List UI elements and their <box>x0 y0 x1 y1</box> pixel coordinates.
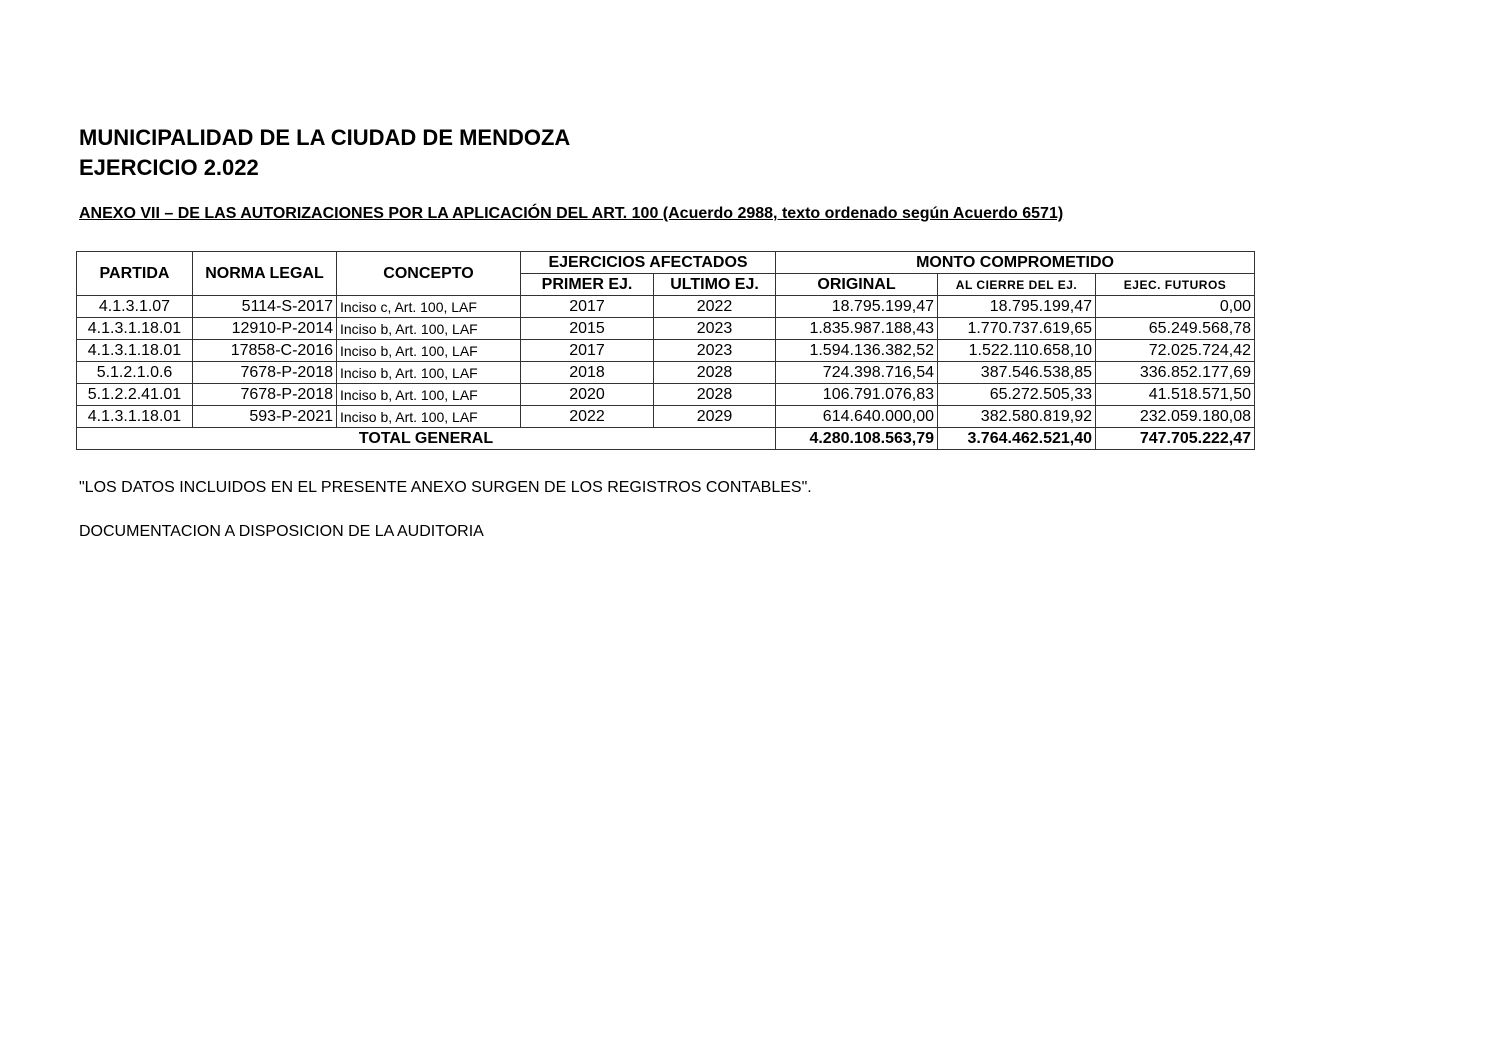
cell-futuros: 65.249.568,78 <box>1096 318 1255 340</box>
cell-cierre: 382.580.819,92 <box>938 406 1096 428</box>
cell-ultimo: 2029 <box>654 406 776 428</box>
cell-norma: 5114-S-2017 <box>193 296 337 318</box>
source-note: "LOS DATOS INCLUIDOS EN EL PRESENTE ANEXO SURGEN DE LOS REGISTROS CONTABLES". <box>79 479 812 496</box>
cell-concepto: Inciso b, Art. 100, LAF <box>337 340 521 362</box>
cell-cierre: 18.795.199,47 <box>938 296 1096 318</box>
table-row <box>77 318 1255 340</box>
annex-heading: ANEXO VII – DE LAS AUTORIZACIONES POR LA APLICACIÓN DEL ART. 100 (Acuerdo 2988, texto ordenado según Acuerdo 6571) <box>79 205 1064 222</box>
cell-ultimo: 2028 <box>654 384 776 406</box>
cell-original: 614.640.000,00 <box>776 406 938 428</box>
cell-ultimo: 2023 <box>654 318 776 340</box>
cell-original: 106.791.076,83 <box>776 384 938 406</box>
cell-cierre: 1.770.737.619,65 <box>938 318 1096 340</box>
header-original: ORIGINAL <box>776 274 938 296</box>
header-concepto: CONCEPTO <box>337 252 521 296</box>
header-monto-comprometido: MONTO COMPROMETIDO <box>776 252 1255 274</box>
cell-concepto: Inciso b, Art. 100, LAF <box>337 384 521 406</box>
cell-original: 1.835.987.188,43 <box>776 318 938 340</box>
cell-norma: 593-P-2021 <box>193 406 337 428</box>
cell-partida: 4.1.3.1.18.01 <box>77 318 193 340</box>
cell-original: 18.795.199,47 <box>776 296 938 318</box>
cell-primer: 2018 <box>521 362 654 384</box>
header-primer-ej: PRIMER EJ. <box>521 274 654 296</box>
table-header-row <box>77 252 1255 274</box>
audit-note: DOCUMENTACION A DISPOSICION DE LA AUDITORIA <box>79 523 484 540</box>
table-row <box>77 296 1255 318</box>
cell-futuros: 232.059.180,08 <box>1096 406 1255 428</box>
cell-partida: 4.1.3.1.07 <box>77 296 193 318</box>
cell-original: 724.398.716,54 <box>776 362 938 384</box>
cell-partida: 5.1.2.1.0.6 <box>77 362 193 384</box>
cell-futuros: 72.025.724,42 <box>1096 340 1255 362</box>
cell-cierre: 1.522.110.658,10 <box>938 340 1096 362</box>
header-norma-legal: NORMA LEGAL <box>193 252 337 296</box>
table-row <box>77 362 1255 384</box>
table-row <box>77 340 1255 362</box>
cell-primer: 2015 <box>521 318 654 340</box>
header-ejec-futuros: EJEC. FUTUROS <box>1096 274 1255 296</box>
total-row <box>77 428 1255 450</box>
cell-norma: 7678-P-2018 <box>193 384 337 406</box>
header-partida: PARTIDA <box>77 252 193 296</box>
authorizations-table <box>76 251 1255 450</box>
cell-partida: 5.1.2.2.41.01 <box>77 384 193 406</box>
header-ultimo-ej: ULTIMO EJ. <box>654 274 776 296</box>
cell-primer: 2017 <box>521 296 654 318</box>
cell-futuros: 336.852.177,69 <box>1096 362 1255 384</box>
header-al-cierre: AL CIERRE DEL EJ. <box>938 274 1096 296</box>
cell-ultimo: 2022 <box>654 296 776 318</box>
cell-norma: 12910-P-2014 <box>193 318 337 340</box>
table-row <box>77 406 1255 428</box>
table-row <box>77 384 1255 406</box>
cell-ultimo: 2023 <box>654 340 776 362</box>
cell-futuros: 41.518.571,50 <box>1096 384 1255 406</box>
cell-norma: 7678-P-2018 <box>193 362 337 384</box>
cell-primer: 2017 <box>521 340 654 362</box>
cell-concepto: Inciso b, Art. 100, LAF <box>337 362 521 384</box>
cell-concepto: Inciso c, Art. 100, LAF <box>337 296 521 318</box>
cell-partida: 4.1.3.1.18.01 <box>77 406 193 428</box>
total-original: 4.280.108.563,79 <box>776 428 938 450</box>
cell-original: 1.594.136.382,52 <box>776 340 938 362</box>
cell-cierre: 387.546.538,85 <box>938 362 1096 384</box>
fiscal-year-title: EJERCICIO 2.022 <box>79 155 259 180</box>
cell-partida: 4.1.3.1.18.01 <box>77 340 193 362</box>
total-cierre: 3.764.462.521,40 <box>938 428 1096 450</box>
cell-cierre: 65.272.505,33 <box>938 384 1096 406</box>
municipality-title: MUNICIPALIDAD DE LA CIUDAD DE MENDOZA <box>79 125 571 150</box>
header-ejercicios-afectados: EJERCICIOS AFECTADOS <box>521 252 776 274</box>
cell-primer: 2022 <box>521 406 654 428</box>
cell-norma: 17858-C-2016 <box>193 340 337 362</box>
cell-primer: 2020 <box>521 384 654 406</box>
cell-ultimo: 2028 <box>654 362 776 384</box>
cell-concepto: Inciso b, Art. 100, LAF <box>337 318 521 340</box>
total-futuros: 747.705.222,47 <box>1096 428 1255 450</box>
cell-concepto: Inciso b, Art. 100, LAF <box>337 406 521 428</box>
cell-futuros: 0,00 <box>1096 296 1255 318</box>
total-label: TOTAL GENERAL <box>77 428 776 450</box>
